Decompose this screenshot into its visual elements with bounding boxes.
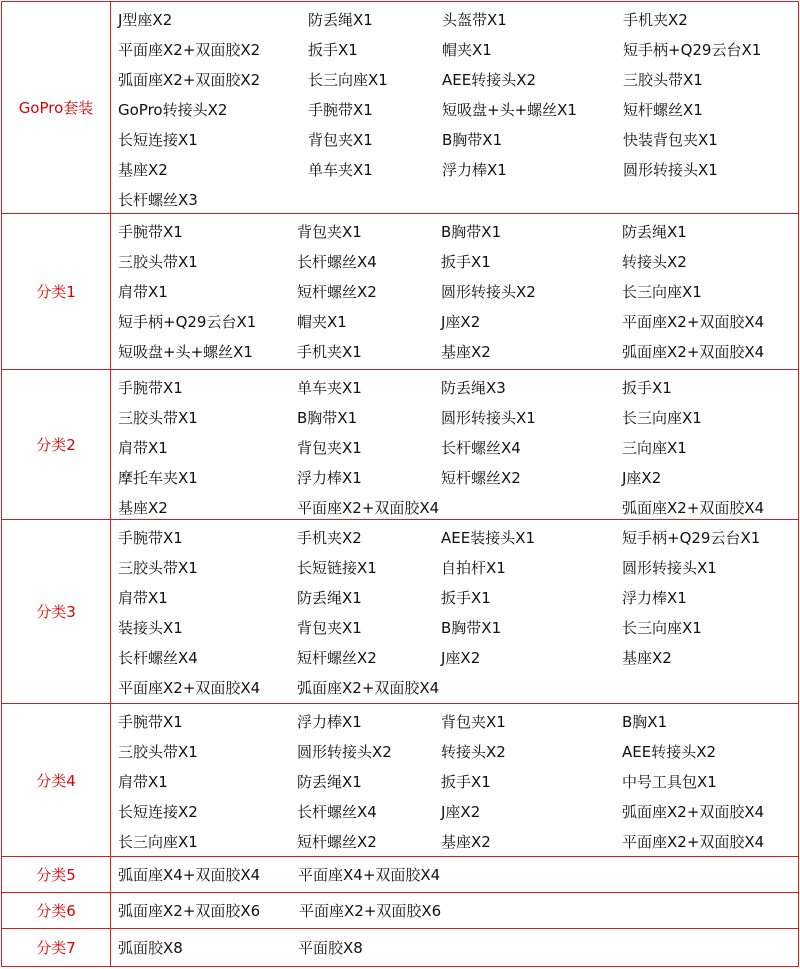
accessory-item: 手腕带X1 <box>308 101 373 119</box>
accessory-item: 肩带X1 <box>118 589 168 607</box>
category-label: 分类6 <box>2 893 111 928</box>
category-section <box>2 857 798 893</box>
accessory-item: 手腕带X1 <box>118 529 183 547</box>
accessory-item: 头盔带X1 <box>442 11 507 29</box>
accessory-item: 背包夹X1 <box>297 619 362 637</box>
accessory-item: 三向座X1 <box>622 439 687 457</box>
category-section <box>2 2 798 214</box>
accessory-item: 转接头X2 <box>622 253 687 271</box>
accessory-item: 圆形转接头X2 <box>297 743 392 761</box>
accessory-item: 长短连接X2 <box>118 803 198 821</box>
accessory-item: 短杆螺丝X2 <box>297 649 377 667</box>
accessory-item: 背包夹X1 <box>297 439 362 457</box>
category-label: 分类5 <box>2 857 111 892</box>
accessory-item: 扳手X1 <box>441 773 491 791</box>
category-label: 分类2 <box>2 370 111 519</box>
accessory-item: B胸带X1 <box>441 223 502 241</box>
category-section <box>2 214 798 370</box>
accessory-item: 基座X2 <box>441 833 491 851</box>
accessory-item: B胸带X1 <box>297 409 358 427</box>
accessory-item: 长短链接X1 <box>297 559 377 577</box>
accessory-item: 手机夹X1 <box>297 343 362 361</box>
accessory-item: 扳手X1 <box>441 253 491 271</box>
accessory-item: J座X2 <box>441 803 481 821</box>
accessory-item: 摩托车夹X1 <box>118 469 198 487</box>
accessory-item: AEE转接头X2 <box>442 71 537 89</box>
accessory-item: 防丢绳X3 <box>441 379 506 397</box>
accessory-item: 单车夹X1 <box>297 379 362 397</box>
accessory-item: 平面座X2+双面胶X4 <box>622 833 765 851</box>
accessory-item: 扳手X1 <box>622 379 672 397</box>
accessory-item: 防丢绳X1 <box>308 11 373 29</box>
accessory-item: 三胶头带X1 <box>118 559 198 577</box>
category-label: 分类3 <box>2 520 111 703</box>
accessory-item: 防丢绳X1 <box>297 773 362 791</box>
accessory-item: 转接头X2 <box>441 743 506 761</box>
accessory-item: 肩带X1 <box>118 773 168 791</box>
accessory-item: 平面座X2+双面胶X4 <box>622 313 765 331</box>
accessory-item: 三胶头带X1 <box>623 71 703 89</box>
category-section <box>2 929 798 966</box>
accessory-item: 浮力棒X1 <box>442 161 507 179</box>
accessory-item: 基座X2 <box>118 499 168 517</box>
accessory-item: 浮力棒X1 <box>297 713 362 731</box>
accessory-item: 弧面座X2+双面胶X4 <box>622 803 765 821</box>
accessory-item: AEE转接头X2 <box>622 743 717 761</box>
accessory-item: 手腕带X1 <box>118 223 183 241</box>
accessory-item: 平面座X4+双面胶X4 <box>298 866 441 884</box>
accessory-item: 手腕带X1 <box>118 379 183 397</box>
accessory-item: B胸X1 <box>622 713 668 731</box>
accessory-item: 长杆螺丝X4 <box>297 253 377 271</box>
accessory-item: 扳手X1 <box>308 41 358 59</box>
accessory-item: 单车夹X1 <box>308 161 373 179</box>
accessory-item: 短手柄+Q29云台X1 <box>623 41 762 59</box>
accessory-item: 浮力棒X1 <box>622 589 687 607</box>
accessory-item: 短手柄+Q29云台X1 <box>118 313 257 331</box>
accessory-item: GoPro转接头X2 <box>118 101 228 119</box>
accessory-item: 三胶头带X1 <box>118 409 198 427</box>
accessory-item: 长三向座X1 <box>622 283 702 301</box>
accessory-item: 中号工具包X1 <box>622 773 717 791</box>
accessory-item: 长三向座X1 <box>308 71 388 89</box>
accessory-item: 弧面座X2+双面胶X4 <box>622 499 765 517</box>
category-label: 分类4 <box>2 704 111 856</box>
accessory-item: 短吸盘+头+螺丝X1 <box>118 343 253 361</box>
accessory-item: 帽夹X1 <box>297 313 347 331</box>
accessory-item: 长杆螺丝X4 <box>297 803 377 821</box>
accessory-item: 平面座X2+双面胶X2 <box>118 41 261 59</box>
accessory-item: 长短连接X1 <box>118 131 198 149</box>
category-section <box>2 893 798 929</box>
accessory-item: J型座X2 <box>118 11 173 29</box>
accessory-item: 长三向座X1 <box>622 409 702 427</box>
accessory-item: 长杆螺丝X4 <box>441 439 521 457</box>
accessory-item: 手机夹X2 <box>623 11 688 29</box>
accessory-item: 短杆螺丝X2 <box>297 833 377 851</box>
accessory-item: 肩带X1 <box>118 283 168 301</box>
accessory-item: AEE装接头X1 <box>441 529 536 547</box>
accessory-item: 基座X2 <box>441 343 491 361</box>
accessory-item: 浮力棒X1 <box>297 469 362 487</box>
accessory-item: 装接头X1 <box>118 619 183 637</box>
accessory-list-table <box>1 1 799 967</box>
accessory-item: 平面座X2+双面胶X6 <box>299 902 442 920</box>
accessory-item: 弧面座X2+双面胶X4 <box>622 343 765 361</box>
accessory-item: B胸带X1 <box>442 131 503 149</box>
category-label: 分类7 <box>2 929 111 966</box>
accessory-item: 扳手X1 <box>441 589 491 607</box>
accessory-item: 圆形转接头X1 <box>441 409 536 427</box>
accessory-item: 防丢绳X1 <box>297 589 362 607</box>
accessory-item: 长三向座X1 <box>622 619 702 637</box>
accessory-item: 手机夹X2 <box>297 529 362 547</box>
accessory-item: 防丢绳X1 <box>622 223 687 241</box>
accessory-item: 背包夹X1 <box>308 131 373 149</box>
accessory-item: 基座X2 <box>622 649 672 667</box>
accessory-item: 短杆螺丝X2 <box>441 469 521 487</box>
accessory-item: 圆形转接头X1 <box>623 161 718 179</box>
accessory-item: 帽夹X1 <box>442 41 492 59</box>
accessory-item: 肩带X1 <box>118 439 168 457</box>
accessory-item: 弧面胶X8 <box>118 939 183 957</box>
accessory-item: 基座X2 <box>118 161 168 179</box>
accessory-item: 弧面座X2+双面胶X4 <box>297 679 440 697</box>
accessory-item: J座X2 <box>441 649 481 667</box>
accessory-item: 圆形转接头X1 <box>622 559 717 577</box>
accessory-item: B胸带X1 <box>441 619 502 637</box>
accessory-item: 自拍杆X1 <box>441 559 506 577</box>
accessory-item: 弧面座X4+双面胶X4 <box>118 866 261 884</box>
accessory-item: 圆形转接头X2 <box>441 283 536 301</box>
category-section <box>2 704 798 857</box>
category-section <box>2 370 798 520</box>
accessory-item: 短杆螺丝X2 <box>297 283 377 301</box>
accessory-item: 长杆螺丝X4 <box>118 649 198 667</box>
accessory-item: 短手柄+Q29云台X1 <box>622 529 761 547</box>
category-label: GoPro套装 <box>2 2 111 213</box>
accessory-item: 平面胶X8 <box>298 939 363 957</box>
category-label: 分类1 <box>2 214 111 369</box>
accessory-item: 弧面座X2+双面胶X2 <box>118 71 261 89</box>
accessory-item: 三胶头带X1 <box>118 253 198 271</box>
accessory-item: 长三向座X1 <box>118 833 198 851</box>
accessory-item: 背包夹X1 <box>441 713 506 731</box>
accessory-item: 平面座X2+双面胶X4 <box>297 499 440 517</box>
accessory-item: J座X2 <box>441 313 481 331</box>
accessory-item: 短吸盘+头+螺丝X1 <box>442 101 577 119</box>
accessory-item: J座X2 <box>622 469 662 487</box>
accessory-item: 长杆螺丝X3 <box>118 191 198 209</box>
category-section <box>2 520 798 704</box>
accessory-item: 平面座X2+双面胶X4 <box>118 679 261 697</box>
accessory-item: 短杆螺丝X1 <box>623 101 703 119</box>
accessory-item: 弧面座X2+双面胶X6 <box>118 902 261 920</box>
accessory-item: 手腕带X1 <box>118 713 183 731</box>
accessory-item: 三胶头带X1 <box>118 743 198 761</box>
accessory-item: 快装背包夹X1 <box>623 131 718 149</box>
accessory-item: 背包夹X1 <box>297 223 362 241</box>
